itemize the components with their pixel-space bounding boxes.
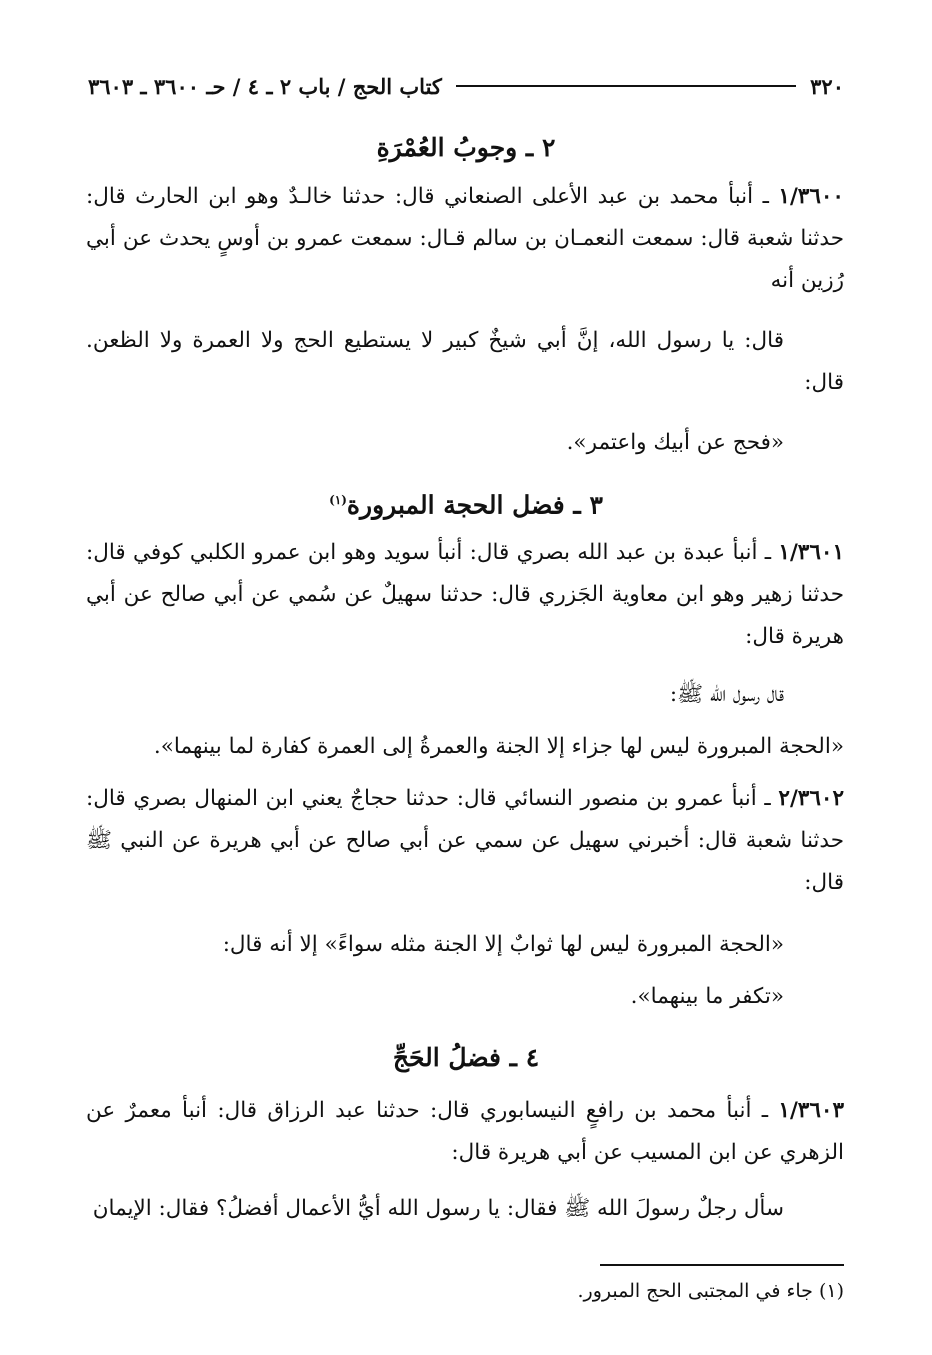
hadith-3601-said: قال رسول الله ﷺ: [669, 682, 784, 707]
section-title-text: ٣ ـ فضل الحجة المبرورة [346, 490, 603, 520]
running-header [88, 68, 844, 104]
hadith-3600-matn: قال: يا رسول الله، إنَّ أبي شيخٌ كبير لا يستطيع الحج ولا العمرة ولا الظعن. قال: [86, 328, 844, 395]
hadith-3603-isnad [86, 1090, 844, 1174]
hadith-isnad: ـ أنبأ عبدة بن عبد الله بصري قال: أنبأ سويد وهو ابن عمرو الكلبي كوفي قال: حدثنا زهير وهو ابن معاوية الجَزري قال: حدثنا سهيلٌ عن سُمي عن أبي صالح عن أبي هريرة قال: [86, 540, 844, 649]
hadith-3600-reply: «فحج عن أبيك واعتمر». [566, 430, 784, 455]
footnote: (١) جاء في المجتبى الحج المبرور. [577, 1280, 844, 1302]
hadith-3600-isnad [86, 176, 844, 302]
hadith-number: ١/٣٦٠١ [778, 540, 844, 565]
section-title-4: ٤ ـ فضلُ الحَجِّ [392, 1043, 540, 1072]
running-title: كتاب الحج / باب ٢ ـ ٤ / حـ ٣٦٠٠ ـ ٣٦٠٣ [88, 73, 442, 99]
hadith-3603-matn: سأل رجلٌ رسولَ الله ﷺ فقال: يا رسول الله أيُّ الأعمال أفضلُ؟ فقال: الإيمان [92, 1196, 784, 1221]
hadith-number: ١/٣٦٠٠ [778, 184, 844, 209]
hadith-number: ٢/٣٦٠٢ [778, 786, 844, 811]
hadith-3601-isnad [86, 532, 844, 658]
footnote-rule [600, 1264, 844, 1266]
section-title-3 [88, 480, 844, 525]
hadith-3602-matn2: «تكفر ما بينهما». [630, 984, 784, 1009]
hadith-3602-matn: «الحجة المبرورة ليس لها ثوابٌ إلا الجنة مثله سواءً» إلا أنه قال: [222, 932, 784, 957]
hadith-isnad: ـ أنبأ محمد بن رافعٍ النيسابوري قال: حدثنا عبد الرزاق قال: أنبأ معمرٌ عن الزهري عن ابن المسيب عن أبي هريرة قال: [86, 1098, 844, 1165]
hadith-number: ١/٣٦٠٣ [778, 1098, 844, 1123]
footnote-ref: (١) [329, 493, 347, 507]
hadith-3602-isnad [86, 778, 844, 904]
section-title-2: ٢ ـ وجوبُ العُمْرَةِ [376, 133, 556, 162]
hadith-3601-matn: «الحجة المبرورة ليس لها جزاء إلا الجنة والعمرةُ إلى العمرة كفارة لما بينهما». [153, 734, 844, 759]
header-rule [456, 85, 796, 87]
hadith-isnad: ـ أنبأ محمد بن عبد الأعلى الصنعاني قال: حدثنا خالـدٌ وهو ابن الحارث قال: حدثنا شعبة قال: سمعت النعمـان بن سالم قـال: سمعت عمرو بن أوسٍ يحدث عن أبي رُزين أنه [86, 184, 844, 293]
hadith-isnad: ـ أنبأ عمرو بن منصور النسائي قال: حدثنا حجاجٌ يعني ابن المنهال بصري قال: حدثنا شعبة قال: أخبرني سهيل عن سمي عن أبي صالح عن أبي هريرة عن النبي ﷺ قال: [86, 786, 844, 895]
page-number: ٣٢٠ [810, 73, 844, 99]
